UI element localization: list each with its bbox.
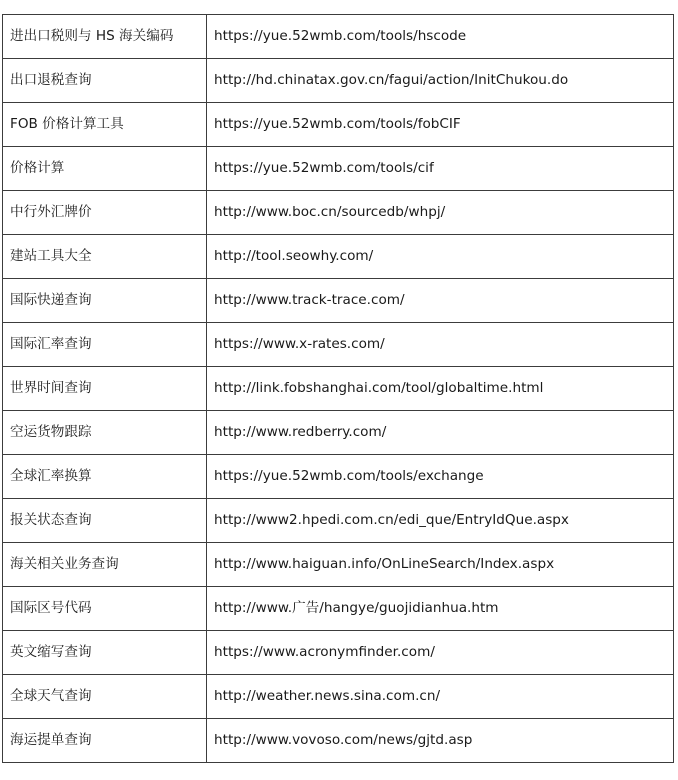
- table-row: [3, 543, 674, 587]
- tool-url-cell: http://tool.seowhy.com/: [207, 235, 674, 279]
- tool-name-cell: 国际快递查询: [3, 279, 207, 323]
- tool-url-cell: https://yue.52wmb.com/tools/cif: [207, 147, 674, 191]
- tool-url-cell: http://www.boc.cn/sourcedb/whpj/: [207, 191, 674, 235]
- tool-url-cell: http://www.track-trace.com/: [207, 279, 674, 323]
- tool-url-cell: https://www.acronymfinder.com/: [207, 631, 674, 675]
- table-row: [3, 323, 674, 367]
- table-row: [3, 235, 674, 279]
- tool-name-cell: FOB 价格计算工具: [3, 103, 207, 147]
- tool-url-cell: https://yue.52wmb.com/tools/hscode: [207, 15, 674, 59]
- tool-name-cell: 世界时间查询: [3, 367, 207, 411]
- tool-url-cell: https://www.x-rates.com/: [207, 323, 674, 367]
- tool-name-cell: 英文缩写查询: [3, 631, 207, 675]
- tool-url-cell: http://hd.chinatax.gov.cn/fagui/action/InitChukou.do: [207, 59, 674, 103]
- table-row: [3, 455, 674, 499]
- tool-url-cell: http://www.redberry.com/: [207, 411, 674, 455]
- table-row: [3, 719, 674, 763]
- tool-url-cell: http://www.vovoso.com/news/gjtd.asp: [207, 719, 674, 763]
- table-row: [3, 103, 674, 147]
- tool-name-cell: 国际汇率查询: [3, 323, 207, 367]
- tool-url-cell: http://weather.news.sina.com.cn/: [207, 675, 674, 719]
- table-row: [3, 147, 674, 191]
- tool-name-cell: 海运提单查询: [3, 719, 207, 763]
- tool-name-cell: 出口退税查询: [3, 59, 207, 103]
- tool-name-cell: 进出口税则与 HS 海关编码: [3, 15, 207, 59]
- table-row: [3, 675, 674, 719]
- tool-name-cell: 空运货物跟踪: [3, 411, 207, 455]
- table-row: [3, 411, 674, 455]
- tool-name-cell: 全球汇率换算: [3, 455, 207, 499]
- tool-url-cell: https://yue.52wmb.com/tools/fobCIF: [207, 103, 674, 147]
- table-row: [3, 631, 674, 675]
- tool-url-cell: http://www.广告/hangye/guojidianhua.htm: [207, 587, 674, 631]
- tool-name-cell: 价格计算: [3, 147, 207, 191]
- tool-name-cell: 国际区号代码: [3, 587, 207, 631]
- tool-name-cell: 全球天气查询: [3, 675, 207, 719]
- table-row: [3, 499, 674, 543]
- tool-name-cell: 海关相关业务查询: [3, 543, 207, 587]
- tool-name-cell: 报关状态查询: [3, 499, 207, 543]
- tool-name-cell: 建站工具大全: [3, 235, 207, 279]
- tool-name-cell: 中行外汇牌价: [3, 191, 207, 235]
- table-row: [3, 15, 674, 59]
- tool-url-cell: http://www.haiguan.info/OnLineSearch/Index.aspx: [207, 543, 674, 587]
- table-row: [3, 367, 674, 411]
- tool-url-cell: http://link.fobshanghai.com/tool/globaltime.html: [207, 367, 674, 411]
- table-row: [3, 279, 674, 323]
- table-row: [3, 191, 674, 235]
- tool-url-cell: http://www2.hpedi.com.cn/edi_que/EntryIdQue.aspx: [207, 499, 674, 543]
- table-row: [3, 59, 674, 103]
- table-row: [3, 587, 674, 631]
- links-table: [2, 14, 674, 763]
- links-table-body: [3, 15, 674, 763]
- tool-url-cell: https://yue.52wmb.com/tools/exchange: [207, 455, 674, 499]
